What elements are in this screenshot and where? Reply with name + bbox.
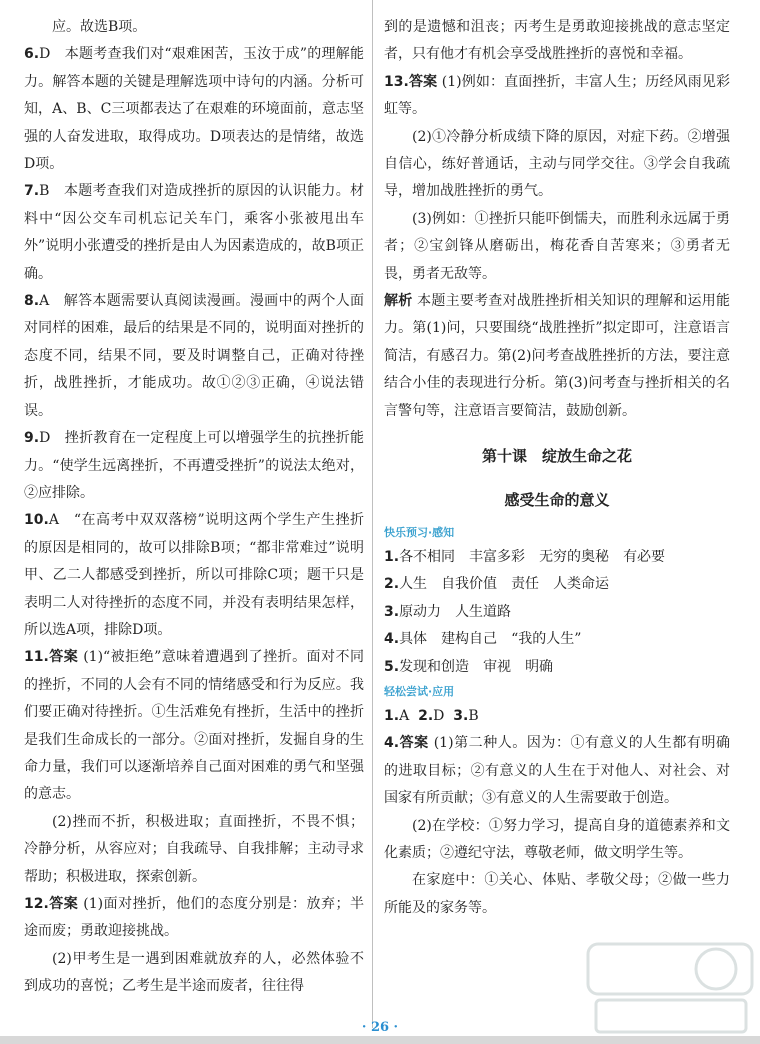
question-number: 6. bbox=[24, 46, 40, 63]
question-number: 13. bbox=[384, 73, 409, 90]
preview-word: 审视 bbox=[483, 658, 512, 675]
answer-item bbox=[24, 178, 364, 288]
answer-item bbox=[24, 41, 364, 178]
preview-word: 人生 bbox=[399, 576, 428, 593]
column-divider bbox=[372, 0, 373, 1028]
answer-item bbox=[24, 507, 364, 644]
question-number: 12. bbox=[24, 896, 49, 912]
answer-text: (1)“被拒绝”意味着遭遇到了挫折。面对不同的挫折，不同的人会有不同的情绪感受和行为反应。我们要正确对待挫折。①生活难免有挫折，生活中的挫折是我们生命成长的一部分。②面对挫折，发掘自身的生命力量，我们可以逐渐培养自己面对困难的勇气和坚强的意志。 bbox=[24, 649, 365, 803]
preview-word: 人类命运 bbox=[553, 576, 610, 593]
answer-label: 答案 bbox=[408, 73, 438, 90]
preview-word: 建构自己 bbox=[441, 631, 498, 648]
answer-paragraph: (2)①冷静分析成绩下降的原因，对症下药。②增强自信心，练好普通话，主动与同学交往。③学会自我疏导，增加战胜挫折的勇气。 bbox=[384, 128, 730, 200]
left-column bbox=[24, 14, 364, 1001]
question-number: 4. bbox=[384, 631, 400, 648]
preview-item bbox=[384, 599, 730, 626]
answer-label: 答案 bbox=[48, 649, 79, 666]
preview-word: 发现和创造 bbox=[399, 658, 470, 675]
answer-item bbox=[24, 644, 364, 808]
question-number: 2. bbox=[384, 576, 400, 593]
question-number: 3. bbox=[384, 603, 400, 620]
question-number: 9. bbox=[24, 430, 40, 447]
preview-word: 各不相同 bbox=[399, 548, 456, 565]
preview-list bbox=[384, 544, 730, 681]
question-number: 1. bbox=[384, 707, 400, 724]
answer-text: A 解答本题需要认真阅读漫画。漫画中的两个人面对同样的困难，最后的结果是不同的，说明面对挫折的态度不同，结果不同，要及时调整自己，正确对待挫折，战胜挫折，才能成功。故①②③正确，④说法错误。 bbox=[24, 293, 364, 419]
analysis-label: 解析 bbox=[384, 293, 413, 310]
preview-item bbox=[384, 544, 730, 571]
quick-answer: B bbox=[468, 707, 479, 724]
preview-item bbox=[384, 626, 730, 653]
question-number: 1. bbox=[384, 548, 400, 565]
continued-text: 到的是遗憾和沮丧；丙考生是勇敢迎接挑战的意志坚定者，只有他才有机会享受战胜挫折的喜悦和幸福。 bbox=[384, 19, 730, 63]
preview-tag: 快乐预习·感知 bbox=[384, 525, 455, 539]
answer-paragraph: (2)挫而不折，积极进取；直面挫折，不畏不惧；冷静分析，从容应对；自我疏导、自我排解；主动寻求帮助；积极进取，探索创新。 bbox=[24, 813, 364, 885]
preview-word: 人生道路 bbox=[455, 603, 512, 620]
quick-answer: D bbox=[433, 707, 445, 724]
preview-word: 有必要 bbox=[623, 548, 666, 565]
preview-word: 具体 bbox=[399, 631, 428, 648]
answer-text: D 挫折教育在一定程度上可以增强学生的抗挫折能力。“使学生远离挫折，不再遭受挫折”的说法太绝对，②应排除。 bbox=[24, 430, 364, 501]
answer-item bbox=[24, 288, 364, 425]
preview-word: 原动力 bbox=[399, 603, 442, 620]
bottom-bar bbox=[0, 1036, 760, 1044]
analysis-paragraph bbox=[384, 288, 730, 425]
answer-label: 答案 bbox=[48, 896, 79, 912]
answer-text: (1)面对挫折，他们的态度分别是：放弃；半途而废；勇敢迎接挑战。 bbox=[24, 896, 365, 940]
continued-text: 应。故选B项。 bbox=[52, 19, 147, 35]
answer-item bbox=[24, 891, 364, 946]
answer-paragraph: (2)甲考生是一遇到困难就放弃的人，必然体验不到成功的喜悦；乙考生是半途而废者，往往得 bbox=[24, 950, 364, 995]
question-number: 10. bbox=[24, 512, 49, 529]
question-number: 8. bbox=[24, 293, 40, 310]
question-number: 3. bbox=[453, 707, 469, 724]
question-number: 4. bbox=[384, 735, 400, 752]
answer-paragraph: (2)在学校：①努力学习，提高自身的道德素养和文化素质；②遵纪守法，尊敬老师，做文明学生等。 bbox=[384, 817, 730, 861]
question-number: 11. bbox=[24, 649, 49, 666]
question-number: 7. bbox=[24, 183, 40, 200]
question-number: 2. bbox=[418, 707, 434, 724]
preview-item bbox=[384, 654, 730, 681]
answer-item bbox=[384, 69, 730, 124]
right-column bbox=[384, 14, 730, 922]
preview-word: “我的人生” bbox=[511, 631, 582, 648]
practice-tag: 轻松尝试·应用 bbox=[384, 684, 455, 698]
question-number: 5. bbox=[384, 658, 400, 675]
answer-paragraph: (3)例如：①挫折只能吓倒懦夫，而胜利永远属于勇者；②宝剑锋从磨砺出，梅花香自苦寒来；③勇者无畏，勇者无敌等。 bbox=[384, 210, 730, 282]
answer-item bbox=[24, 425, 364, 507]
preview-word: 自我价值 bbox=[441, 576, 498, 593]
answer-text: (1)例如：直面挫折，丰富人生；历经风雨见彩虹等。 bbox=[384, 73, 730, 118]
preview-item bbox=[384, 571, 730, 598]
page-number: · 26 · bbox=[361, 1020, 399, 1035]
lesson-title: 第十课 绽放生命之花 bbox=[481, 447, 632, 466]
section-title: 感受生命的意义 bbox=[504, 490, 610, 509]
answer-label: 答案 bbox=[399, 735, 429, 752]
quick-answer: A bbox=[399, 707, 410, 724]
analysis-text: 本题主要考查对战胜挫折相关知识的理解和运用能力。第(1)问，只要围绕“战胜挫折”拟定即可，注意语言简洁，有感召力。第(2)问考查战胜挫折的方法，要注意结合小佳的表现进行分析。第(3)问考查与挫折相关的名言警句等，注意语言要简洁，鼓励创新。 bbox=[384, 293, 731, 419]
answer-text: (1)第二种人。因为：①有意义的人生都有明确的进取目标；②有意义的人生在于对他人、对社会、对国家有所贡献；③有意义的人生需要敢于创造。 bbox=[384, 735, 730, 807]
preview-word: 责任 bbox=[511, 576, 540, 593]
answer-item bbox=[384, 730, 730, 812]
answer-text: A “在高考中双双落榜”说明这两个学生产生挫折的原因是相同的，故可以排除B项；“都非常难过”说明甲、乙二人都感受到挫折，所以可排除C项；题干只是表明二人对待挫折的态度不同，并没有表明结果怎样，所以选A项，排除D项。 bbox=[24, 512, 364, 638]
preview-word: 丰富多彩 bbox=[469, 548, 526, 565]
answer-text: B 本题考查我们对造成挫折的原因的认识能力。材料中“因公交车司机忘记关车门，乘客小张被甩出车外”说明小张遭受的挫折是由人为因素造成的，故B项正确。 bbox=[24, 183, 364, 282]
preview-word: 无穷的奥秘 bbox=[539, 548, 610, 565]
answer-text: D 本题考查我们对“艰难困苦，玉汝于成”的理解能力。解答本题的关键是理解选项中诗句的内涵。分析可知，A、B、C三项都表达了在艰难的环境面前，意志坚强的人奋发进取，取得成功。D项表达的是情绪，故选D项。 bbox=[24, 46, 364, 173]
answer-paragraph: 在家庭中：①关心、体贴、孝敬父母；②做一些力所能及的家务等。 bbox=[384, 872, 730, 916]
preview-word: 明确 bbox=[525, 658, 554, 675]
quick-answers bbox=[384, 703, 730, 730]
